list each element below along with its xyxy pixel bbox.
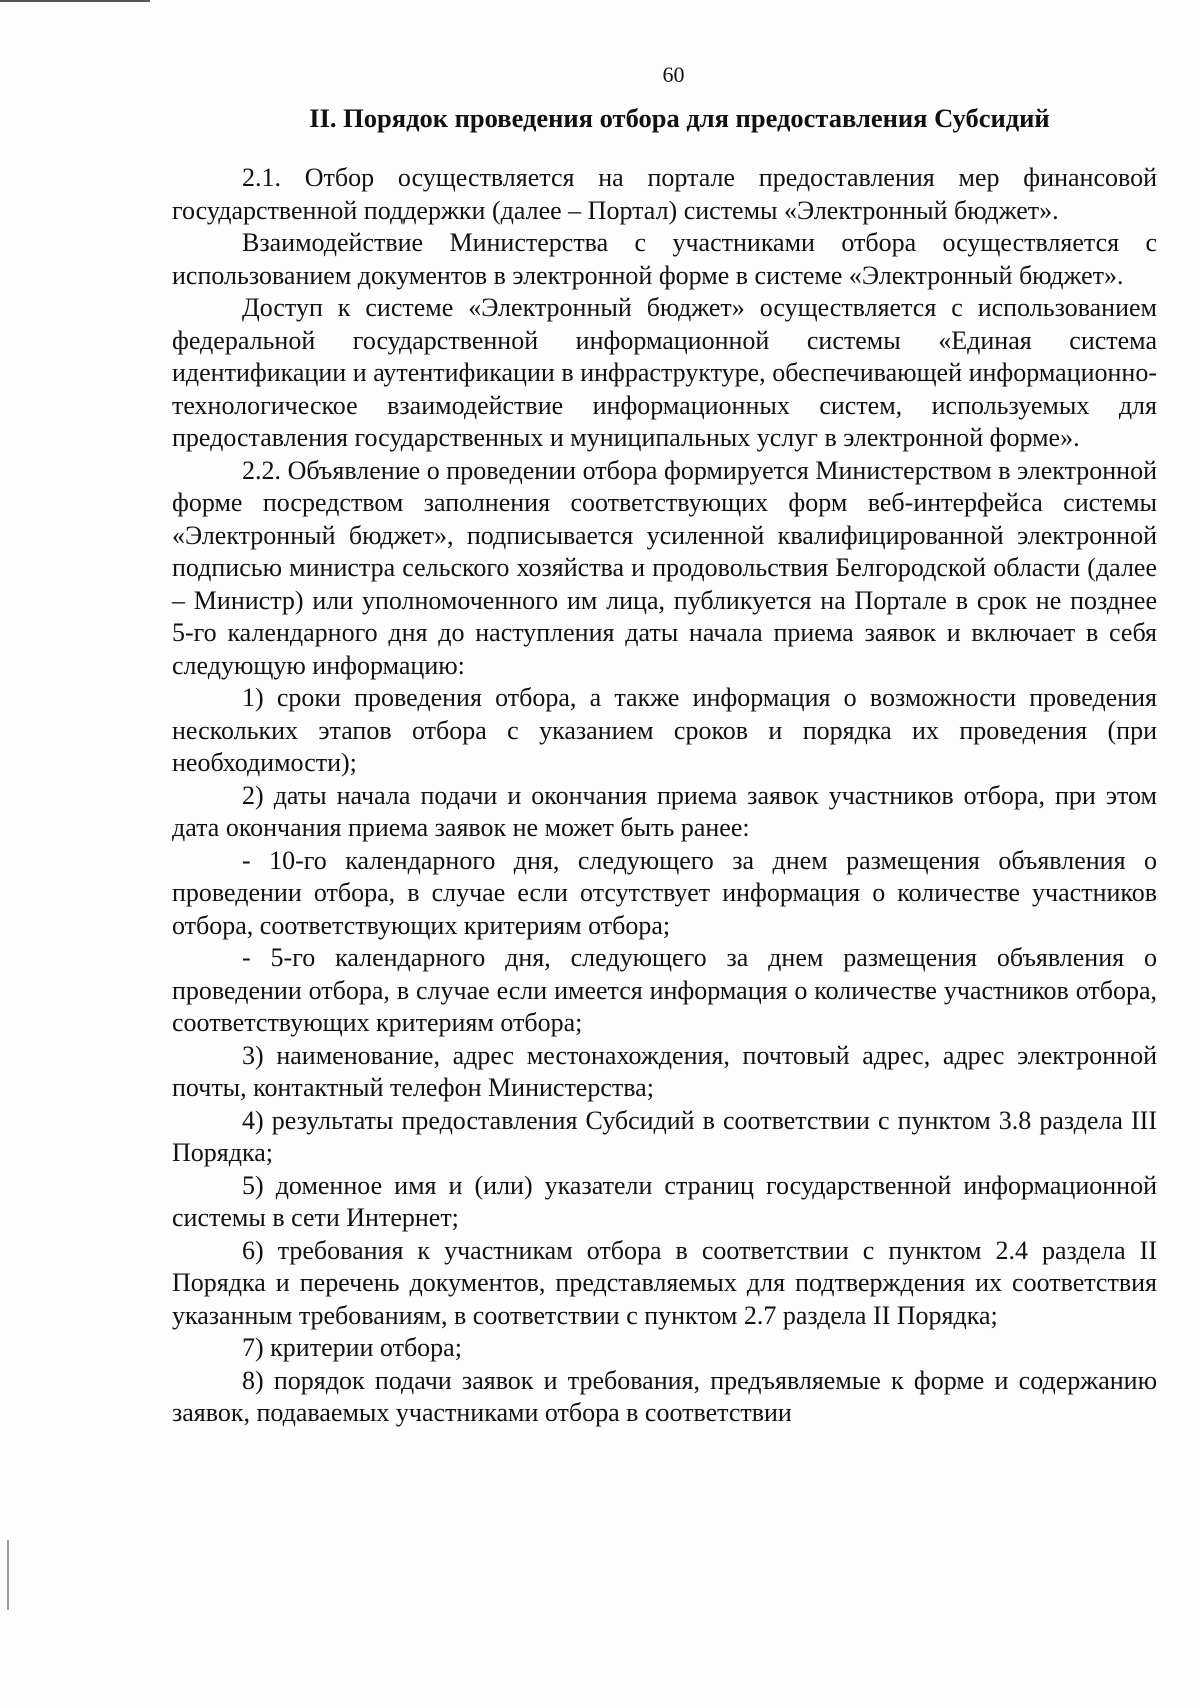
list-item: 8) порядок подачи заявок и требования, предъявляемые к форме и содержанию заявок, подаваемых участниками отбора в соответствии (172, 1365, 1157, 1427)
list-item: 6) требования к участникам отбора в соответствии с пунктом 2.4 раздела II Порядка и перечень документов, представляемых для подтверждения их соответствия указанным требованиям, в соответствии с пунктом 2.7 раздела II Порядка; (172, 1235, 1157, 1330)
list-item: - 5-го календарного дня, следующего за днем размещения объявления о проведении отбора, в случае если имеется информация о количестве участников отбора, соответствующих критериям отбора; (172, 943, 1157, 1037)
paragraph: 2.1. Отбор осуществляется на портале предоставления мер финансовой государственной поддержки (далее – Портал) системы «Электронный бюджет». (172, 163, 1157, 225)
paragraph: Взаимодействие Министерства с участниками отбора осуществляется с использованием документов в электронной форме в системе «Электронный бюджет». (172, 228, 1157, 290)
paragraph: 2.2. Объявление о проведении отбора формируется Министерством в электронной форме посредством заполнения соответствующих форм веб-интерфейса системы «Электронный бюджет», подписывается усиленной квалифицированной электронной подписью министра сельского хозяйства и продовольствия Белгородской области (далее – Министр) или уполномоченного им лица, публикуется на Портале в срок не позднее 5-го календарного дня до наступления даты начала приема заявок и включает в себя следующую информацию: (172, 455, 1157, 680)
scan-artifact-line (0, 0, 150, 2)
scan-artifact-line (7, 1540, 9, 1610)
list-item: - 10-го календарного дня, следующего за днем размещения объявления о проведении отбора, в случае если отсутствует информация о количестве участников отбора, соответствующих критериям отбора; (172, 845, 1157, 940)
list-item: 5) доменное имя и (или) указатели страниц государственной информационной системы в сети Интернет; (172, 1170, 1157, 1232)
list-item: 1) сроки проведения отбора, а также информация о возможности проведения нескольких этапов отбора с указанием сроков и порядка их проведения (при необходимости); (172, 683, 1157, 777)
page-number: 60 (662, 62, 685, 87)
list-item: 7) критерии отбора; (242, 1333, 462, 1362)
paragraph: Доступ к системе «Электронный бюджет» осуществляется с использованием федеральной государственной информационной системы «Единая система идентификации и аутентификации в инфраструктуре, обеспечивающей информационно-технологическое взаимодействие информационных систем, используемых для предоставления государственных и муниципальных услуг в электронной форме». (172, 293, 1157, 452)
document-body (172, 60, 1157, 1430)
list-item: 3) наименование, адрес местонахождения, почтовый адрес, адрес электронной почты, контактный телефон Министерства; (172, 1040, 1157, 1102)
list-item: 4) результаты предоставления Субсидий в соответствии с пунктом 3.8 раздела III Порядка; (172, 1105, 1157, 1167)
section-heading: II. Порядок проведения отбора для предоставления Субсидий (309, 103, 1050, 133)
list-item: 2) даты начала подачи и окончания приема заявок участников отбора, при этом дата окончания приема заявок не может быть ранее: (172, 780, 1157, 842)
